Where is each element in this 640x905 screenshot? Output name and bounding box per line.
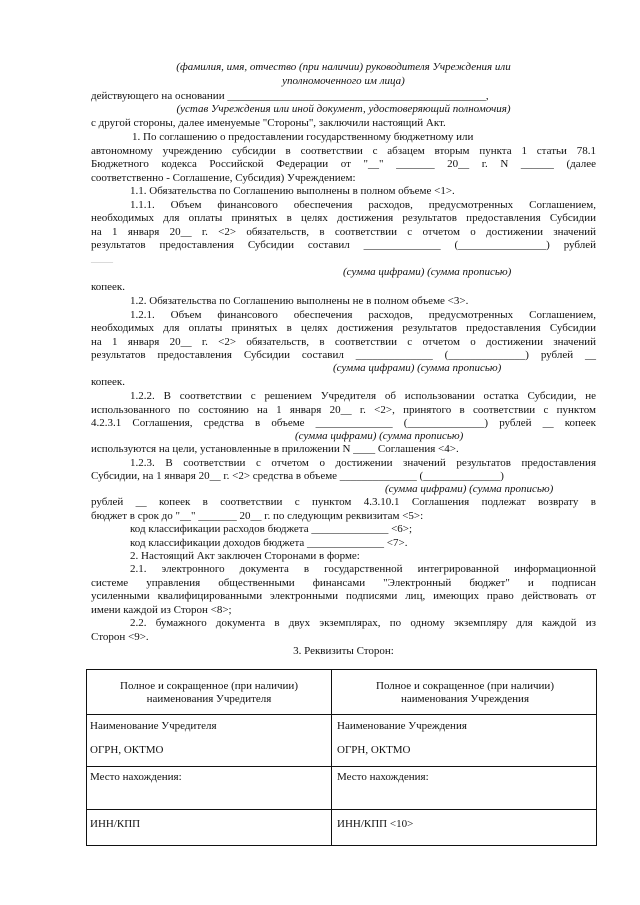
sum-note-3: (сумма цифрами) (сумма прописью) <box>295 430 464 442</box>
clause-1-2-1-line-1: 1.2.1. Объем финансового обеспечения расходов, предусмотренных Соглашением, <box>130 309 596 321</box>
clause-2-1-line-2: системе управления общественными финансами "Электронный бюджет" и подписан <box>91 577 596 589</box>
section-3-title: 3. Реквизиты Сторон: <box>293 645 394 657</box>
clause-1-1: 1.1. Обязательства по Соглашению выполнены в полном объеме <1>. <box>130 185 455 197</box>
clause-1-1-1-line-3: на 1 января 20__ г. <2> обязательств, в соответствии с отчетом о достижении значений <box>91 226 596 238</box>
founder-name-label: Наименование Учредителя <box>90 720 217 732</box>
table-row-divider-1 <box>87 714 596 715</box>
right-header-line-1: Полное и сокращенное (при наличии) <box>376 680 554 692</box>
table-row-divider-3 <box>87 809 596 810</box>
table-column-divider <box>331 670 332 845</box>
clause-1-2-2-line-1: 1.2.2. В соответствии с решением Учредителя об использовании остатка Субсидии, не <box>130 390 596 402</box>
table-row-divider-2 <box>87 766 596 767</box>
clause-1-2-1-line-3: на 1 января 20__ г. <2> обязательств, в соответствии с отчетом о достижении значений <box>91 336 596 348</box>
clause-2: 2. Настоящий Акт заключен Сторонами в форме: <box>130 550 360 562</box>
clause-2-1-line-1: 2.1. электронного документа в государственной интегрированной информационной <box>130 563 596 575</box>
founder-ogrn-label: ОГРН, ОКТМО <box>90 744 164 756</box>
clause-2-2-line-2: Сторон <9>. <box>91 631 149 643</box>
acting-basis-line: действующего на основании _______________________________________________, <box>91 90 489 102</box>
clause-1-1-1-line-4: результатов предоставления Субсидии составил ______________ (________________) рублей <box>91 239 596 251</box>
clause-1-line-1: 1. По соглашению о предоставлении государственному бюджетному или <box>132 131 474 143</box>
left-header-line-1: Полное и сокращенное (при наличии) <box>120 680 298 692</box>
left-header-line-2: наименования Учредителя <box>146 693 272 705</box>
clause-1-2-1-line-4: результатов предоставления Субсидии составил ______________ (______________) рублей __ <box>91 349 596 361</box>
clause-1-2: 1.2. Обязательства по Соглашению выполнены не в полном объеме <3>. <box>130 295 469 307</box>
clause-1-2-2-line-2: использованного по состоянию на 1 января 20__ г. <2>, принятого в соответствии с пунктом <box>91 404 596 416</box>
founder-inn-label: ИНН/КПП <box>90 818 141 830</box>
clause-1-line-2: автономному учреждению субсидии в соответствии с абзацем вторым пункта 1 статьи 78.1 <box>91 145 596 157</box>
clause-2-2-line-1: 2.2. бумажного документа в двух экземплярах, по одному экземпляру для каждой из <box>130 617 596 629</box>
founder-location-label: Место нахождения: <box>90 771 182 783</box>
sum-note-2: (сумма цифрами) (сумма прописью) <box>333 362 502 374</box>
sum-note-4: (сумма цифрами) (сумма прописью) <box>385 483 554 495</box>
kopek-1: копеек. <box>91 281 126 293</box>
clause-1-1-1-dash: ____ <box>91 252 113 264</box>
clause-1-2-3-line-2: Субсидии, на 1 января 20__ г. <2> средства в объеме ______________ (______________) <box>91 470 504 482</box>
clause-1-1-1-line-1: 1.1.1. Объем финансового обеспечения расходов, предусмотренных Соглашением, <box>130 199 596 211</box>
institution-name-label: Наименование Учреждения <box>337 720 467 732</box>
clause-1-2-3-line-1: 1.2.3. В соответствии с отчетом о достижении значений результатов предоставления <box>130 457 596 469</box>
requisites-table <box>86 669 597 846</box>
clause-1-line-4: соответственно - Соглашение, Субсидия) Учреждением: <box>91 172 356 184</box>
clause-1-2-1-line-2: необходимых для оплаты принятых в целях достижения результатов предоставления Субсидии <box>91 322 596 334</box>
right-header-line-2: наименования Учреждения <box>400 693 529 705</box>
clause-1-1-1-line-2: необходимых для оплаты принятых в целях достижения результатов предоставления Субсидии <box>91 212 596 224</box>
clause-1-2-2-line-4: используются на цели, установленные в приложении N ____ Соглашения <4>. <box>91 443 459 455</box>
clause-2-1-line-3: усиленными квалифицированными электронными подписями лиц, имеющих право действовать от <box>91 590 596 602</box>
institution-ogrn-label: ОГРН, ОКТМО <box>337 744 411 756</box>
institution-inn-label: ИНН/КПП <10> <box>337 818 414 830</box>
expense-code-line: код классификации расходов бюджета ______________ <6>; <box>130 523 413 535</box>
parties-line: с другой стороны, далее именуемые "Стороны", заключили настоящий Акт. <box>91 117 446 129</box>
clause-1-2-3-line-4: бюджет в срок до "__" _______ 20__ г. по следующим реквизитам <5>: <box>91 510 424 522</box>
institution-location-label: Место нахождения: <box>337 771 429 783</box>
kopek-2: копеек. <box>91 376 126 388</box>
sum-note-1: (сумма цифрами) (сумма прописью) <box>343 266 512 278</box>
top-note-line-2: уполномоченного им лица) <box>282 75 405 87</box>
clause-1-line-3: Бюджетного кодекса Российской Федерации от "__" _______ 20__ г. N ______ (далее <box>91 158 596 170</box>
clause-1-2-2-line-3: 4.2.3.1 Соглашения, средства в объеме ______________ (______________) рублей __ копеек <box>91 417 596 429</box>
income-code-line: код классификации доходов бюджета ______________ <7>. <box>130 537 408 549</box>
clause-2-1-line-4: имени каждой из Сторон <8>; <box>91 604 232 616</box>
top-note-line-1: (фамилия, имя, отчество (при наличии) руководителя Учреждения или <box>176 61 511 73</box>
basis-note: (устав Учреждения или иной документ, удостоверяющий полномочия) <box>176 103 511 115</box>
clause-1-2-3-line-3: рублей __ копеек в соответствии с пунктом 4.3.10.1 Соглашения подлежат возврату в <box>91 496 596 508</box>
